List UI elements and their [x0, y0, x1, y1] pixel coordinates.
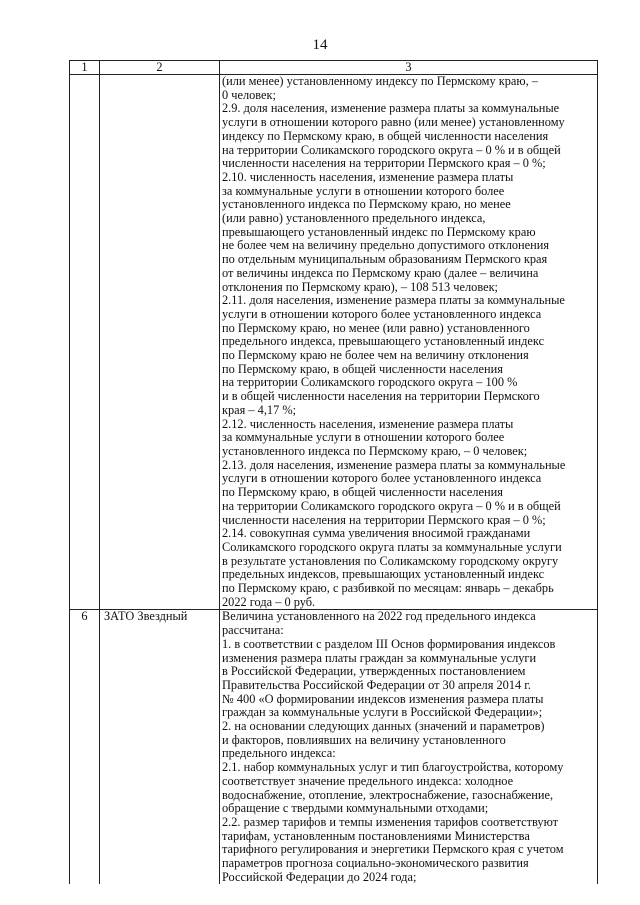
- text-line: предельного индекса:: [222, 746, 336, 761]
- text-line: предельного индекса, превышающего установленный индекс: [222, 334, 545, 349]
- text-line: по Пермскому краю не более чем на величину отклонения: [222, 348, 529, 363]
- text-line: 0 человек;: [222, 87, 276, 102]
- text-line: установленного индекса по Пермскому краю, но менее: [222, 197, 511, 212]
- text-line: и в общей численности населения на территории Пермского: [222, 389, 540, 404]
- text-line: 2. на основании следующих данных (значений и параметров): [222, 719, 545, 734]
- text-line: услуги в отношении которого равно (или менее) установленному: [222, 115, 565, 130]
- text-line: за коммунальные услуги в отношении которого более: [222, 183, 505, 198]
- text-line: (или менее) установленному индексу по Пермскому краю, –: [222, 74, 538, 88]
- text-line: изменения размера платы граждан за коммунальные услуги: [222, 650, 537, 665]
- text-line: численности населения на территории Пермского края – 0 %;: [222, 156, 546, 171]
- text-line: в Российской Федерации, утвержденных постановлением: [222, 664, 526, 679]
- table-row: [70, 75, 598, 610]
- text-line: № 400 «О формировании индексов изменения размера платы: [222, 691, 544, 706]
- text-line: края – 4,17 %;: [222, 402, 297, 417]
- description-cell: [220, 75, 598, 610]
- text-line: за коммунальные услуги в отношении которого более: [222, 430, 505, 445]
- text-line: 2.1. набор коммунальных услуг и тип благоустройства, которому: [222, 760, 564, 775]
- text-line: 2.12. численность населения, изменение размера платы: [222, 416, 514, 431]
- text-line: параметров прогноза социально-экономического развития: [222, 856, 529, 871]
- text-line: (или равно) установленного предельного индекса,: [222, 211, 486, 226]
- text-line: 2.14. совокупная сумма увеличения вносимой гражданами: [222, 526, 531, 541]
- text-line: 2022 года – 0 руб.: [222, 594, 316, 609]
- text-line: предельных индексов, превышающих установленный индекс: [222, 567, 545, 582]
- text-line: Правительства Российской Федерации от 30 апреля 2014 г.: [222, 677, 532, 692]
- text-line: индексу по Пермскому краю, в общей численности населения: [222, 128, 549, 143]
- text-line: 2.13. доля населения, изменение размера платы за коммунальные: [222, 457, 566, 472]
- text-line: отклонения по Пермскому краю), – 108 513 человек;: [222, 279, 498, 294]
- text-line: Соликамского городского округа платы за коммунальные услуги: [222, 539, 562, 554]
- text-line: 2.11. доля населения, изменение размера платы за коммунальные: [222, 293, 565, 308]
- text-line: тарифного регулирования и энергетики Пермского края с учетом: [222, 842, 564, 857]
- text-line: 2.10. численность населения, изменение размера платы: [222, 169, 514, 184]
- column-header-3: 3: [220, 61, 598, 75]
- text-line: численности населения на территории Пермского края – 0 %;: [222, 512, 546, 527]
- text-line: услуги в отношении которого более установленного индекса: [222, 306, 542, 321]
- column-header-2: 2: [100, 61, 220, 75]
- text-line: от величины индекса по Пермскому краю (далее – величина: [222, 265, 539, 280]
- text-line: и факторов, повлиявших на величину установленного: [222, 732, 506, 747]
- text-line: по Пермскому краю, в общей численности населения: [222, 485, 503, 500]
- text-line: Российской Федерации до 2024 года;: [222, 869, 417, 884]
- text-line: услуги в отношении которого более установленного индекса: [222, 471, 542, 486]
- row-number-cell: 6: [70, 610, 100, 885]
- municipality-name-cell: ЗАТО Звездный: [100, 610, 220, 885]
- description-cell: [220, 610, 598, 885]
- text-line: 2.2. размер тарифов и темпы изменения тарифов соответствуют: [222, 814, 559, 829]
- page-number: 14: [312, 37, 328, 53]
- municipality-name-cell: [100, 75, 220, 610]
- text-line: рассчитана:: [222, 623, 284, 638]
- text-line: Величина установленного на 2022 год предельного индекса: [222, 609, 536, 624]
- text-line: 1. в соответствии с разделом III Основ формирования индексов: [222, 636, 556, 651]
- text-line: по отдельным муниципальным образованиям Пермского края: [222, 252, 548, 267]
- document-table: [69, 60, 598, 884]
- text-line: в результате установления по Соликамскому городскому округу: [222, 553, 559, 568]
- text-line: на территории Соликамского городского округа – 0 % и в общей: [222, 498, 561, 513]
- text-line: соответствует значение предельного индекса: холодное: [222, 773, 514, 788]
- text-line: на территории Соликамского городского округа – 100 %: [222, 375, 518, 390]
- text-line: граждан за коммунальные услуги в Российской Федерации»;: [222, 705, 543, 720]
- text-line: тарифам, установленным постановлениями Министерства: [222, 828, 530, 843]
- table-row: [70, 610, 598, 885]
- table-header-row: [70, 61, 598, 75]
- column-header-1: 1: [70, 61, 100, 75]
- text-line: установленного индекса по Пермскому краю, – 0 человек;: [222, 443, 528, 458]
- text-line: на территории Соликамского городского округа – 0 % и в общей: [222, 142, 561, 157]
- text-line: превышающего установленный индекс по Пермскому краю: [222, 224, 536, 239]
- text-line: 2.9. доля населения, изменение размера платы за коммунальные: [222, 101, 560, 116]
- text-line: по Пермскому краю, в общей численности населения: [222, 361, 503, 376]
- text-line: по Пермскому краю, с разбивкой по месяцам: январь – декабрь: [222, 581, 554, 596]
- text-line: водоснабжение, отопление, электроснабжение, газоснабжение,: [222, 787, 554, 802]
- text-line: не более чем на величину предельно допустимого отклонения: [222, 238, 550, 253]
- text-line: по Пермскому краю, но менее (или равно) установленного: [222, 320, 530, 335]
- row-number-cell: [70, 75, 100, 610]
- text-line: обращение с твердыми коммунальными отходами;: [222, 801, 489, 816]
